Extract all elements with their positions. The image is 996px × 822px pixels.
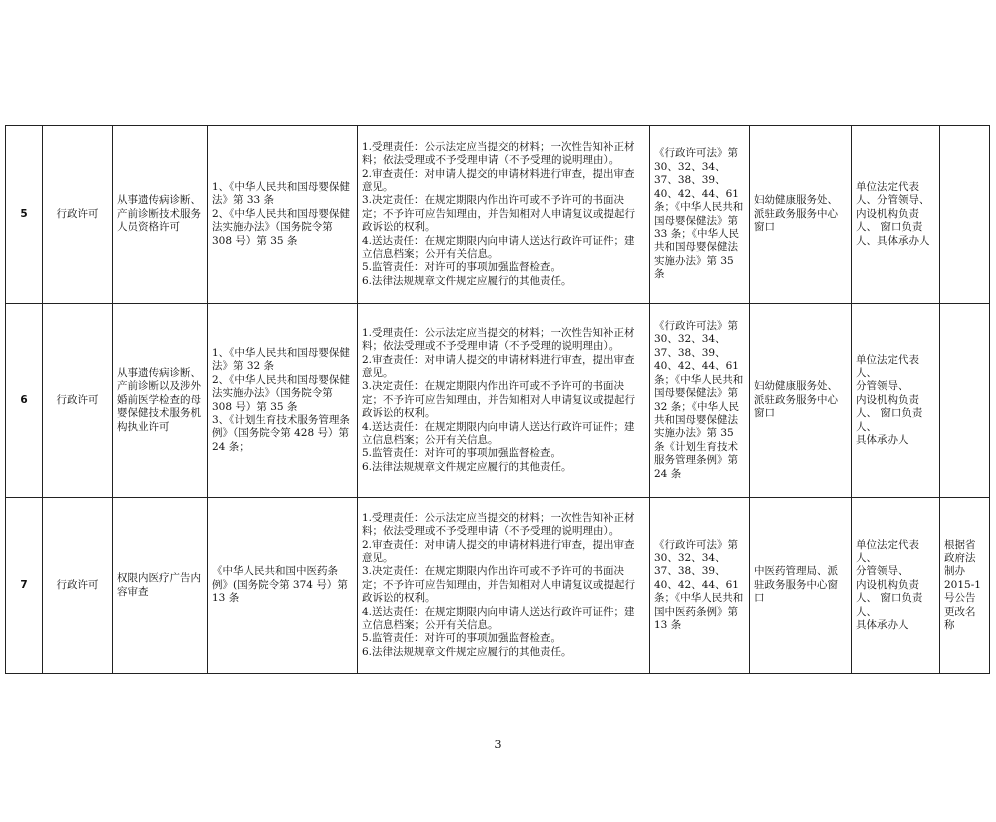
duty-item: 4.送达责任：在规定期限内向申请人送达行政许可证件；建立信息档案；公开有关信息。	[362, 420, 635, 447]
duty-item: 5.监管责任：对许可的事项加强监督检查。	[362, 447, 562, 460]
duties-cell	[358, 304, 650, 498]
item-name-cell: 从事遗传病诊断、产前诊断技术服务人员资格许可	[113, 126, 208, 304]
remark-cell: 根据省政府法制办2015-1号公告更改名称	[940, 498, 990, 674]
category-cell: 行政许可	[43, 126, 113, 304]
category-cell: 行政许可	[43, 498, 113, 674]
duty-item: 1.受理责任：公示法定应当提交的材料；一次性告知补正材料；依法受理或不予受理申请（不予受理的说明理由）。	[362, 326, 635, 353]
duty-item: 3.决定责任：在规定期限内作出许可或不予许可的书面决定；不予许可应告知理由，并告知相对人申请复议或提起行政诉讼的权利。	[362, 380, 635, 420]
duty-item: 6.法律法规规章文件规定应履行的其他责任。	[362, 460, 572, 473]
duty-basis-cell: 《行政许可法》第 30、32、34、37、38、39、40、42、44、61 条；《中华人民共和国母婴保健法》第 32 条；《中华人民共和国母婴保健法实施办法》第 35 条《计划生育技术服务管理条例》第 24 条	[650, 304, 750, 498]
duty-item: 2.审查责任：对申请人提交的申请材料进行审查，提出审查意见。	[362, 538, 635, 564]
duty-item: 6.法律法规规章文件规定应履行的其他责任。	[362, 645, 572, 658]
responsible-subject-cell: 单位法定代表人、 分管领导、 内设机构负责人、 窗口负责人、 具体承办人	[852, 304, 940, 498]
item-name-cell: 从事遗传病诊断、产前诊断以及涉外婚前医学检查的母婴保健技术服务机构执业许可	[113, 304, 208, 498]
duty-item: 1.受理责任：公示法定应当提交的材料；一次性告知补正材料；依法受理或不予受理申请（不予受理的说明理由）。	[362, 511, 635, 538]
duty-item: 2.审查责任：对申请人提交的申请材料进行审查，提出审查意见。	[362, 353, 635, 379]
duties-cell	[358, 498, 650, 674]
duty-basis-cell: 《行政许可法》第 30、32、34、37、38、39、40、42、44、61 条；《中华人民共和国母婴保健法》第 33 条；《中华人民共和国母婴保健法实施办法》第 35 条	[650, 126, 750, 304]
duty-item: 4.送达责任：在规定期限内向申请人送达行政许可证件；建立信息档案；公开有关信息。	[362, 605, 635, 632]
remark-cell	[940, 126, 990, 304]
duty-item: 4.送达责任：在规定期限内向申请人送达行政许可证件；建立信息档案；公开有关信息。	[362, 234, 635, 261]
duties-cell	[358, 126, 650, 304]
legal-basis-cell: 1、《中华人民共和国母婴保健法》第 33 条 2、《中华人民共和国母婴保健法实施办法》（国务院令第 308 号）第 35 条	[208, 126, 358, 304]
responsibility-table	[5, 125, 990, 674]
duty-item: 3.决定责任：在规定期限内作出许可或不予许可的书面决定；不予许可应告知理由，并告知相对人申请复议或提起行政诉讼的权利。	[362, 565, 635, 605]
department-cell: 妇幼健康服务处、派驻政务服务中心窗口	[750, 126, 852, 304]
remark-cell	[940, 304, 990, 498]
duty-basis-cell: 《行政许可法》第 30、32、34、37、38、39、40、42、44、61 条；《中华人民共和国中医药条例》第 13 条	[650, 498, 750, 674]
category-cell: 行政许可	[43, 304, 113, 498]
legal-basis-cell: 1、《中华人民共和国母婴保健法》第 32 条 2、《中华人民共和国母婴保健法实施办法》（国务院令第 308 号）第 35 条 3、《计划生育技术服务管理条例》（国务院令第 428 号）第 24 条；	[208, 304, 358, 498]
duty-item: 5.监管责任：对许可的事项加强监督检查。	[362, 261, 562, 274]
duty-item: 6.法律法规规章文件规定应履行的其他责任。	[362, 274, 572, 287]
duty-item: 3.决定责任：在规定期限内作出许可或不予许可的书面决定；不予许可应告知理由，并告知相对人申请复议或提起行政诉讼的权利。	[362, 194, 635, 234]
department-cell: 中医药管理局、派驻政务服务中心窗口	[750, 498, 852, 674]
row-number: 6	[6, 304, 43, 498]
duty-item: 5.监管责任：对许可的事项加强监督检查。	[362, 632, 562, 645]
table-row	[6, 498, 990, 674]
item-name-cell: 权限内医疗广告内容审查	[113, 498, 208, 674]
duty-item: 2.审查责任：对申请人提交的申请材料进行审查，提出审查意见。	[362, 167, 635, 193]
row-number: 7	[6, 498, 43, 674]
row-number: 5	[6, 126, 43, 304]
legal-basis-cell: 《中华人民共和国中医药条例》(国务院令第 374 号）第 13 条	[208, 498, 358, 674]
responsible-subject-cell: 单位法定代表人、分管领导、内设机构负责人、 窗口负责人、具体承办人	[852, 126, 940, 304]
table-row	[6, 304, 990, 498]
department-cell: 妇幼健康服务处、派驻政务服务中心窗口	[750, 304, 852, 498]
duty-item: 1.受理责任：公示法定应当提交的材料；一次性告知补正材料；依法受理或不予受理申请（不予受理的说明理由）。	[362, 140, 635, 167]
table-row	[6, 126, 990, 304]
page-number: 3	[494, 738, 502, 751]
responsible-subject-cell: 单位法定代表人、 分管领导、 内设机构负责人、 窗口负责人、 具体承办人	[852, 498, 940, 674]
